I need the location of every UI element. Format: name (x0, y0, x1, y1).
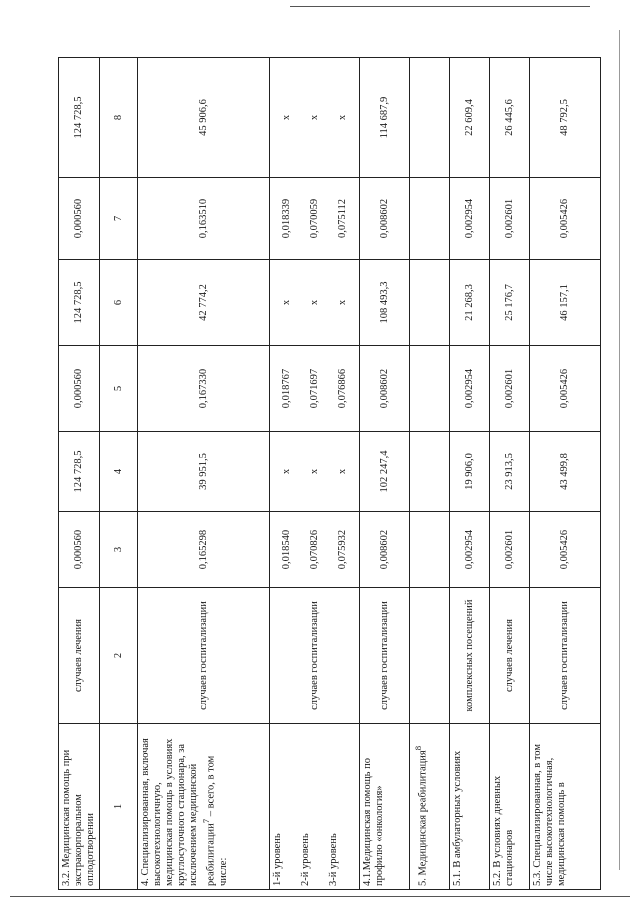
table-cell: 0,018339 0,070059 0,075112 (270, 178, 360, 260)
scan-edge-right (619, 30, 620, 870)
level-name: 1-й уровень (272, 833, 283, 886)
column-number: 2 (100, 588, 138, 724)
table-cell: 124 728,5 (59, 432, 100, 512)
table-cell: 25 176,7 (490, 260, 530, 346)
table-cell: 0,002954 (450, 178, 490, 260)
table-cell: 0,000560 (59, 178, 100, 260)
table-cell: 0,002601 (490, 512, 530, 588)
column-number: 6 (100, 260, 138, 346)
table-cell: 21 268,3 (450, 260, 490, 346)
footnote-mark: 8 (413, 745, 423, 751)
table-cell: 26 445,6 (490, 58, 530, 178)
row-unit: случаев госпитализации (138, 588, 270, 724)
footnote-mark: 7 (201, 818, 211, 824)
table-cell: 114 687,9 (360, 58, 410, 178)
table-cell: 0,000560 (59, 346, 100, 432)
table-cell: 39 951,5 (138, 432, 270, 512)
table-cell: 124 728,5 (59, 260, 100, 346)
table-cell: 0,167330 (138, 346, 270, 432)
row-unit: случаев лечения (59, 588, 100, 724)
level-names (270, 724, 360, 890)
table-cell (410, 512, 450, 588)
table-cell (410, 346, 450, 432)
table-cell: 46 157,1 (530, 260, 601, 346)
row-name-5: 5. Медицинская реабилитация$^8$ (410, 724, 450, 890)
column-number: 5 (100, 346, 138, 432)
table-cell: 42 774,2 (138, 260, 270, 346)
table-cell: 22 609,4 (450, 58, 490, 178)
level-name: 3-й уровень (328, 833, 339, 886)
row-name-4: 4. Специализированная, включая высокотехнологичную, медицинская помощь в условиях круглосуточного стационара, за исключением медицинской реабилитации$^7$ – всего, в том числе: (138, 724, 270, 890)
table-row (530, 58, 601, 890)
row-unit: случаев лечения (490, 588, 530, 724)
scan-edge-top (290, 6, 590, 7)
table-cell: 0,005426 (530, 346, 601, 432)
table-cell (410, 58, 450, 178)
column-number-row (100, 58, 138, 890)
row-unit: комплексных посещений (450, 588, 490, 724)
table-cell: 48 792,5 (530, 58, 601, 178)
row-unit: случаев госпитализации (530, 588, 601, 724)
table-cell: 124 728,5 (59, 58, 100, 178)
column-number: 3 (100, 512, 138, 588)
table-cell: x x x (270, 260, 360, 346)
table-cell (410, 178, 450, 260)
table-cell: 23 913,5 (490, 432, 530, 512)
rotated-table-container (58, 58, 599, 890)
column-number: 4 (100, 432, 138, 512)
table-cell (410, 588, 450, 724)
table-cell: 0,165298 (138, 512, 270, 588)
table-row (410, 58, 450, 890)
table-cell: 0,002954 (450, 346, 490, 432)
table-cell: 0,002601 (490, 178, 530, 260)
table-row (270, 58, 360, 890)
column-number: 8 (100, 58, 138, 178)
table-row (138, 58, 270, 890)
table-cell: 19 906,0 (450, 432, 490, 512)
table-cell: 0,008602 (360, 512, 410, 588)
table-row (490, 58, 530, 890)
table-cell: 0,002601 (490, 346, 530, 432)
table-row (360, 58, 410, 890)
table-cell: 0,018540 0,070826 0,075932 (270, 512, 360, 588)
row-name-5-1: 5.1. В амбулаторных условиях (450, 724, 490, 890)
column-number: 7 (100, 178, 138, 260)
table-cell: 0,008602 (360, 346, 410, 432)
volume-norms-table (58, 57, 601, 890)
table-row (450, 58, 490, 890)
row-unit: случаев госпитализации (360, 588, 410, 724)
row-unit: случаев госпитализации (270, 588, 360, 724)
row-name-4-1: 4.1.Медицинская помощь по профилю «онкология» (360, 724, 410, 890)
column-number: 1 (100, 724, 138, 890)
document-page (58, 58, 599, 890)
scan-edge-bottom (10, 896, 630, 897)
row-name-3-2: 3.2. Медицинская помощь при экстракорпоральном оплодотворении (59, 724, 100, 890)
row-name-5-2: 5.2. В условиях дневных стационаров (490, 724, 530, 890)
table-cell: 0,005426 (530, 512, 601, 588)
table-cell (410, 432, 450, 512)
table-cell: 43 499,8 (530, 432, 601, 512)
table-cell: 0,008602 (360, 178, 410, 260)
table-cell: 0,000560 (59, 512, 100, 588)
level-name: 2-й уровень (300, 833, 311, 886)
table-cell: x x x (270, 432, 360, 512)
table-cell (410, 260, 450, 346)
table-cell: 0,018767 0,071697 0,076866 (270, 346, 360, 432)
row-name-5-3: 5.3. Специализированная, в том числе высокотехнологичная, медицинская помощь в (530, 724, 601, 890)
table-row (59, 58, 100, 890)
table-cell: 0,005426 (530, 178, 601, 260)
table-cell: x x x (270, 58, 360, 178)
table-cell: 0,002954 (450, 512, 490, 588)
table-cell: 102 247,4 (360, 432, 410, 512)
table-cell: 0,163510 (138, 178, 270, 260)
table-cell: 108 493,3 (360, 260, 410, 346)
table-cell: 45 906,6 (138, 58, 270, 178)
